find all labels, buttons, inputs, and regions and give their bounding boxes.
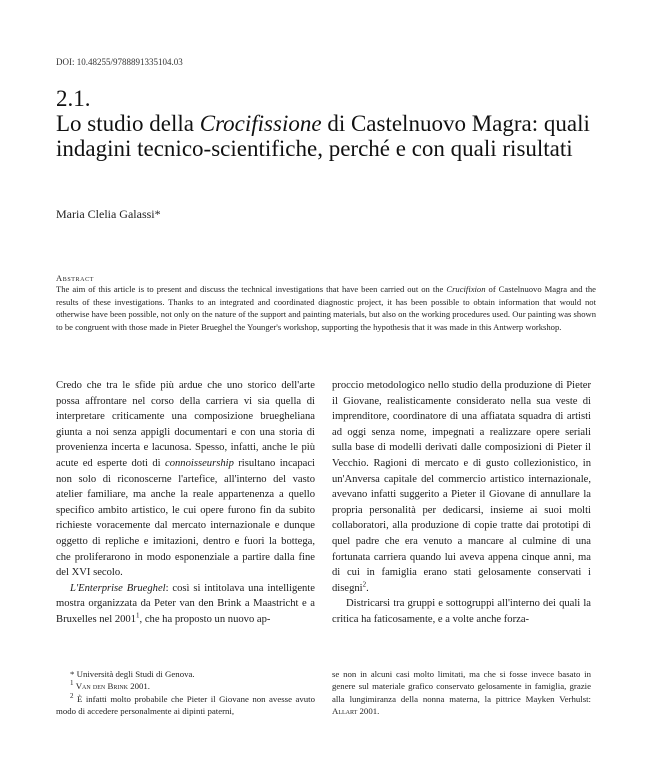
body-column-right (332, 378, 591, 628)
body-column-left (56, 378, 315, 628)
title-post: di Castelnuovo Magra: quali indagini tecnico-scientifiche, perché e con quali risultati (56, 111, 590, 161)
text-run: : così si intitolava una intelligente mostra organizzata da Peter van den Brink a Maastricht e a Bruxelles nel 2001 (56, 582, 315, 625)
text-run: risultano incapaci non solo di riconoscerne l'artefice, all'interno del vasto atelier familiare, ma anche la reale appartenenza a quello specifico ambito artistico, le cui opere furono fin da subito richieste voracemente dal mercato internazionale e dunque oggetto di repliche e imitazioni, dentro e fuori la bottega, che proliferarono in modo esponenziale a partire dalla fine del XVI secolo. (56, 457, 315, 579)
doi-line: DOI: 10.48255/9788891335104.03 (56, 57, 183, 67)
footnote-number: 2 (70, 691, 74, 700)
paragraph (332, 378, 591, 596)
abstract-pre: The aim of this article is to present and discuss the technical investigations that have been carried out on the (56, 284, 447, 294)
footnote-1 (56, 680, 315, 692)
footnote-number: 1 (70, 679, 74, 688)
section-number: 2.1. (56, 86, 91, 111)
text-run: se non in alcuni casi molto limitati, ma che si fosse invece basato in genere sul materiale grafico conservato gelosamente in famiglia, grazie alla lungimiranza della nonna materna, la pittrice Mayken Verhulst: (332, 669, 591, 704)
paragraph (56, 378, 315, 581)
article-title (56, 111, 616, 161)
text-run: Credo che tra le sfide più ardue che uno storico dell'arte possa affrontare nel corso della carriera vi sia quella di interpretare criticamente una composizione bruegheliana giunta a noi senza appigli documentari e con una storia di provenienza incerta e lacunosa. Spesso, infatti, anche le più acute ed esperte doti di (56, 380, 315, 469)
footnotes-right (332, 668, 591, 718)
author-name: Maria Clelia Galassi* (56, 207, 161, 221)
text-run-italic: connoisseurship (165, 457, 234, 469)
abstract-italic: Crucifixion (446, 284, 486, 294)
text-run: proccio metodologico nello studio della produzione di Pieter il Giovane, realisticamente considerato nella sua veste di imprenditore, coordinatore di una affiatata squadra di artisti ad oggi senza nome, impegnati a realizzare opere seriali sulla base di modelli derivati dalle composizioni di Pieter il Vecchio. Ragioni di mercato e di gusto collezionistico, in un'Anversa capitale del commercio artistico internazionale, avevano infatti suggerito a Pieter il Giovane di annullare la propria personalità per dedicarsi, insieme ai suoi molti collaboratori, alla produzione di copie tratte dai prototipi di quel padre che era venuto a mancare al culmine di una fortunata carriera quando lui aveva appena cinque anni, ma di cui in famiglia erano stati gelosamente conservati i disegni (332, 380, 591, 594)
text-run: 2001. (128, 681, 150, 692)
footnote-2 (56, 693, 315, 718)
text-run: . (366, 582, 369, 594)
paragraph (56, 581, 315, 628)
abstract-post: of Castelnuovo Magra and the results of these investigations. Thanks to an integrated and coordinated diagnostic project, it has been possible to obtain information that would not otherwise have been possible, not only on the nature of the support and painting materials, but also on the working procedures used. Our painting was shown to be congruent with those made in Pieter Brueghel the Younger's workshop, supporting the hypothesis that it was made in this Antwerp workshop. (56, 284, 596, 332)
footnote-ref[interactable]: 1 (136, 611, 140, 620)
text-run: , che ha proposto un nuovo ap- (139, 613, 271, 625)
citation-author: Allart (332, 706, 358, 717)
paragraph: Districarsi tra gruppi e sottogruppi all'interno dei quali la critica ha faticosamente, e a volte anche forza- (332, 598, 591, 625)
abstract-heading: Abstract (56, 273, 94, 283)
footnotes-left (56, 668, 315, 718)
text-run-italic: L'Enterprise Brueghel (70, 582, 166, 594)
footnote-affiliation: * Università degli Studi di Genova. (70, 669, 195, 679)
footnote-2-continued (332, 668, 591, 718)
citation-author: Van den Brink (75, 681, 128, 692)
text-run: 2001. (357, 706, 380, 717)
footnote-ref[interactable]: 2 (362, 580, 367, 589)
text-run: È infatti molto probabile che Pieter il Giovane non avesse avuto modo di accedere personalmente ai dipinti paterni, (56, 693, 315, 717)
article-heading (56, 86, 616, 161)
abstract-text (56, 283, 596, 333)
title-pre: Lo studio della (56, 111, 200, 136)
title-italic: Crocifissione (199, 111, 322, 136)
